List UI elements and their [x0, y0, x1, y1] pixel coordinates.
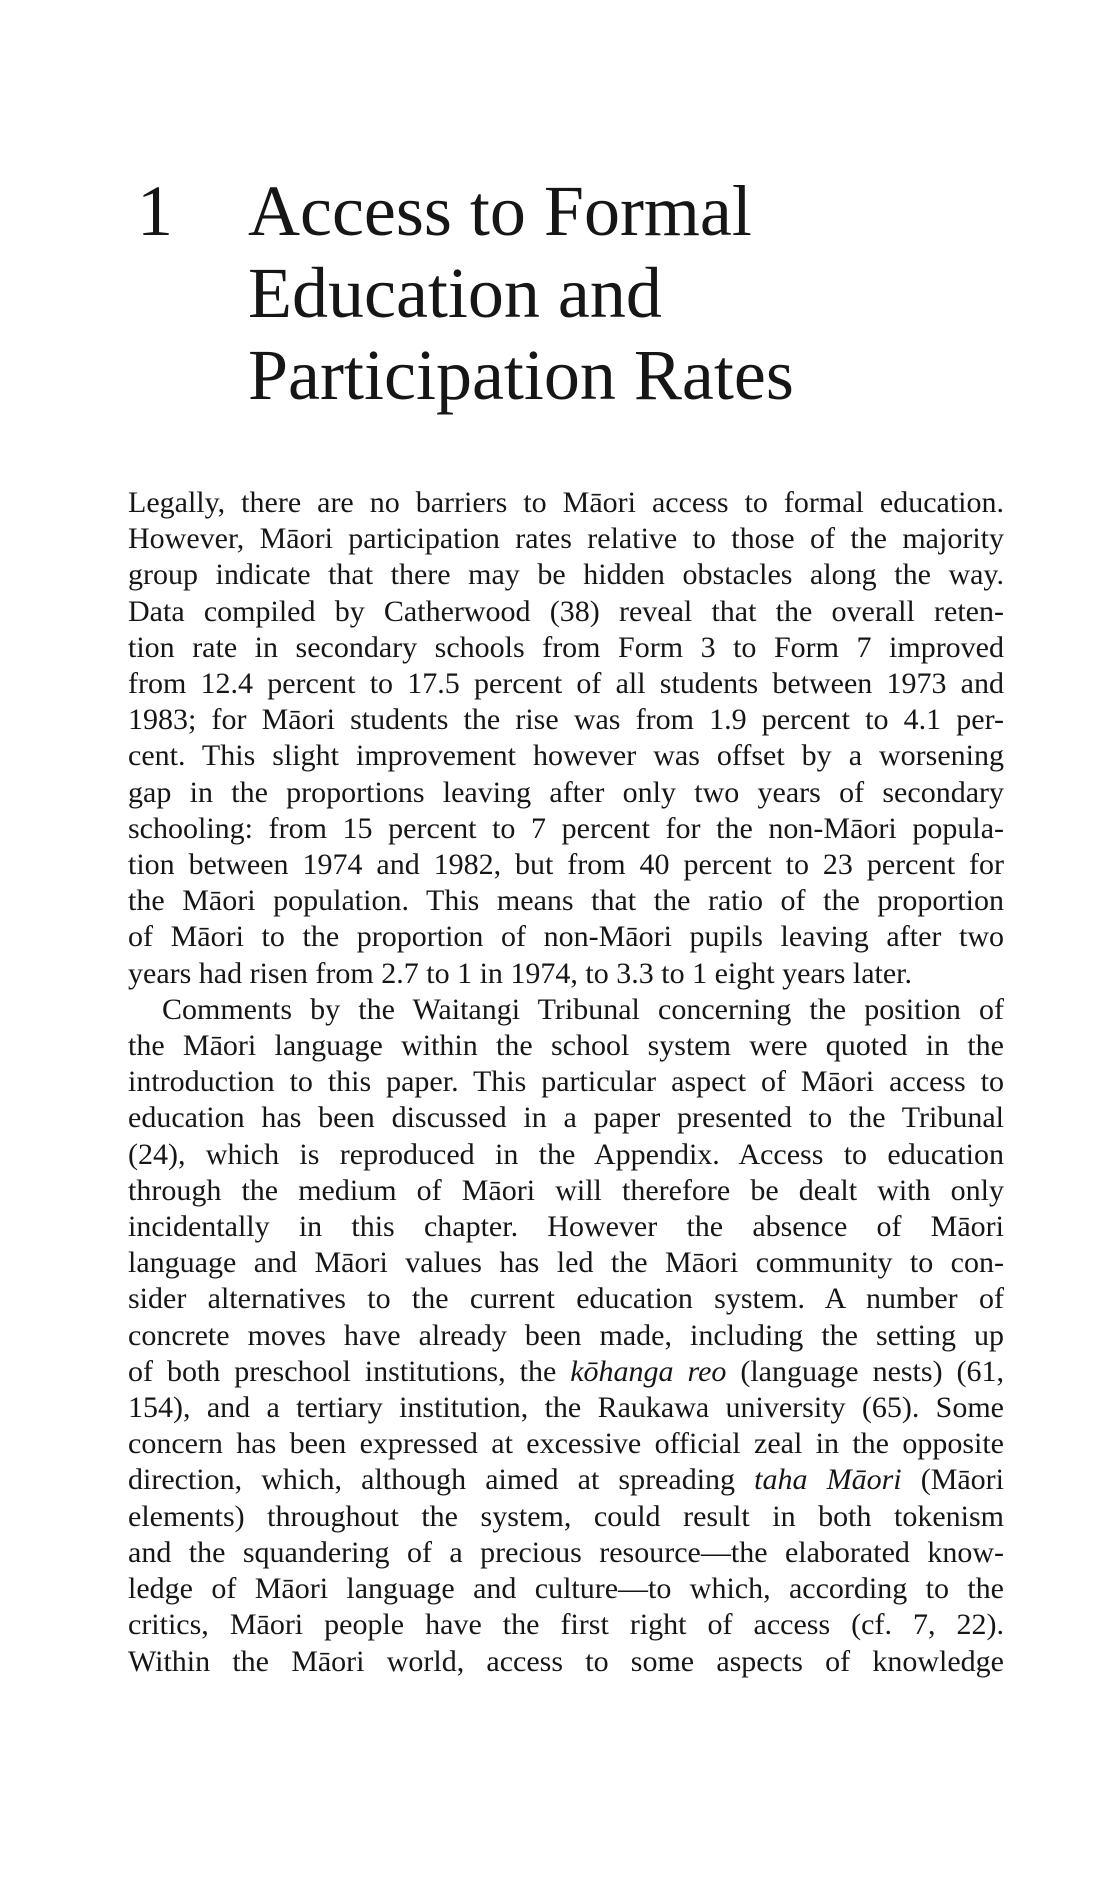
chapter-title-line: Education and [248, 253, 662, 333]
text-line: from 12.4 percent to 17.5 percent of all students between 1973 and [128, 667, 1004, 701]
text-line: tion rate in secondary schools from Form 3 to Form 7 improved [128, 630, 1004, 664]
chapter-title-line: Access to Formal [248, 171, 752, 251]
text-line: Data compiled by Catherwood (38) reveal that the overall reten- [128, 594, 1004, 628]
chapter-number: 1 [137, 171, 173, 251]
text-line: language and Māori values has led the Māori community to con- [128, 1246, 1004, 1280]
text-line [128, 1354, 1004, 1390]
text-line: incidentally in this chapter. However the absence of Māori [128, 1210, 1004, 1244]
text-line: education has been discussed in a paper presented to the Tribunal [128, 1101, 1004, 1135]
body-text [128, 485, 1004, 1680]
text-line: 154), and a tertiary institution, the Raukawa university (65). Some [128, 1391, 1004, 1425]
maori-term-kohanga-reo: kōhanga reo [570, 1354, 727, 1388]
text-line: and the squandering of a precious resource—the elaborated know- [128, 1535, 1004, 1569]
paragraph-1 [128, 485, 1004, 992]
text-line: elements) throughout the system, could result in both tokenism [128, 1499, 1004, 1533]
text-line: critics, Māori people have the first right of access (cf. 7, 22). [128, 1608, 1004, 1642]
maori-term-taha-maori: taha Māori [754, 1463, 902, 1497]
text-line: through the medium of Māori will therefore be dealt with only [128, 1173, 1004, 1207]
text-fragment: (language nests) (61, [726, 1354, 1004, 1388]
text-line: gap in the proportions leaving after only two years of secondary [128, 775, 1004, 809]
paragraph-2 [128, 992, 1004, 1680]
text-line: introduction to this paper. This particular aspect of Māori access to [128, 1065, 1004, 1099]
text-line: years had risen from 2.7 to 1 in 1974, to 3.3 to 1 eight years later. [128, 956, 912, 990]
text-line: tion between 1974 and 1982, but from 40 percent to 23 percent for [128, 848, 1004, 882]
text-line: concern has been expressed at excessive official zeal in the opposite [128, 1427, 1004, 1461]
text-fragment: direction, which, although aimed at spreading [128, 1463, 755, 1497]
chapter-heading [137, 170, 997, 440]
text-line [128, 1462, 1004, 1498]
chapter-title [248, 170, 988, 416]
text-line: ledge of Māori language and culture—to which, according to the [128, 1572, 1004, 1606]
text-line: concrete moves have already been made, including the setting up [128, 1318, 1004, 1352]
text-fragment: of both preschool institutions, the [128, 1354, 571, 1388]
text-line: 1983; for Māori students the rise was from 1.9 percent to 4.1 per- [128, 703, 1004, 737]
text-line: the Māori language within the school system were quoted in the [128, 1029, 1004, 1063]
text-line: of Māori to the proportion of non-Māori pupils leaving after two [128, 920, 1004, 954]
text-fragment: (Māori [901, 1463, 1005, 1497]
text-line: (24), which is reproduced in the Appendix. Access to education [128, 1137, 1004, 1171]
text-line: Within the Māori world, access to some aspects of knowledge [128, 1644, 1004, 1678]
text-line: sider alternatives to the current education system. A number of [128, 1282, 1004, 1316]
text-line: schooling: from 15 percent to 7 percent for the non-Māori popula- [128, 811, 1004, 845]
text-line: However, Māori participation rates relative to those of the majority [128, 522, 1004, 556]
text-line: Legally, there are no barriers to Māori access to formal education. [128, 486, 1004, 519]
chapter-title-line: Participation Rates [248, 335, 794, 415]
text-line: Comments by the Waitangi Tribunal concerning the position of [162, 992, 1004, 1026]
text-line: the Māori population. This means that the ratio of the proportion [128, 884, 1004, 918]
text-line: cent. This slight improvement however was offset by a worsening [128, 739, 1004, 773]
text-line: group indicate that there may be hidden obstacles along the way. [128, 558, 1004, 592]
